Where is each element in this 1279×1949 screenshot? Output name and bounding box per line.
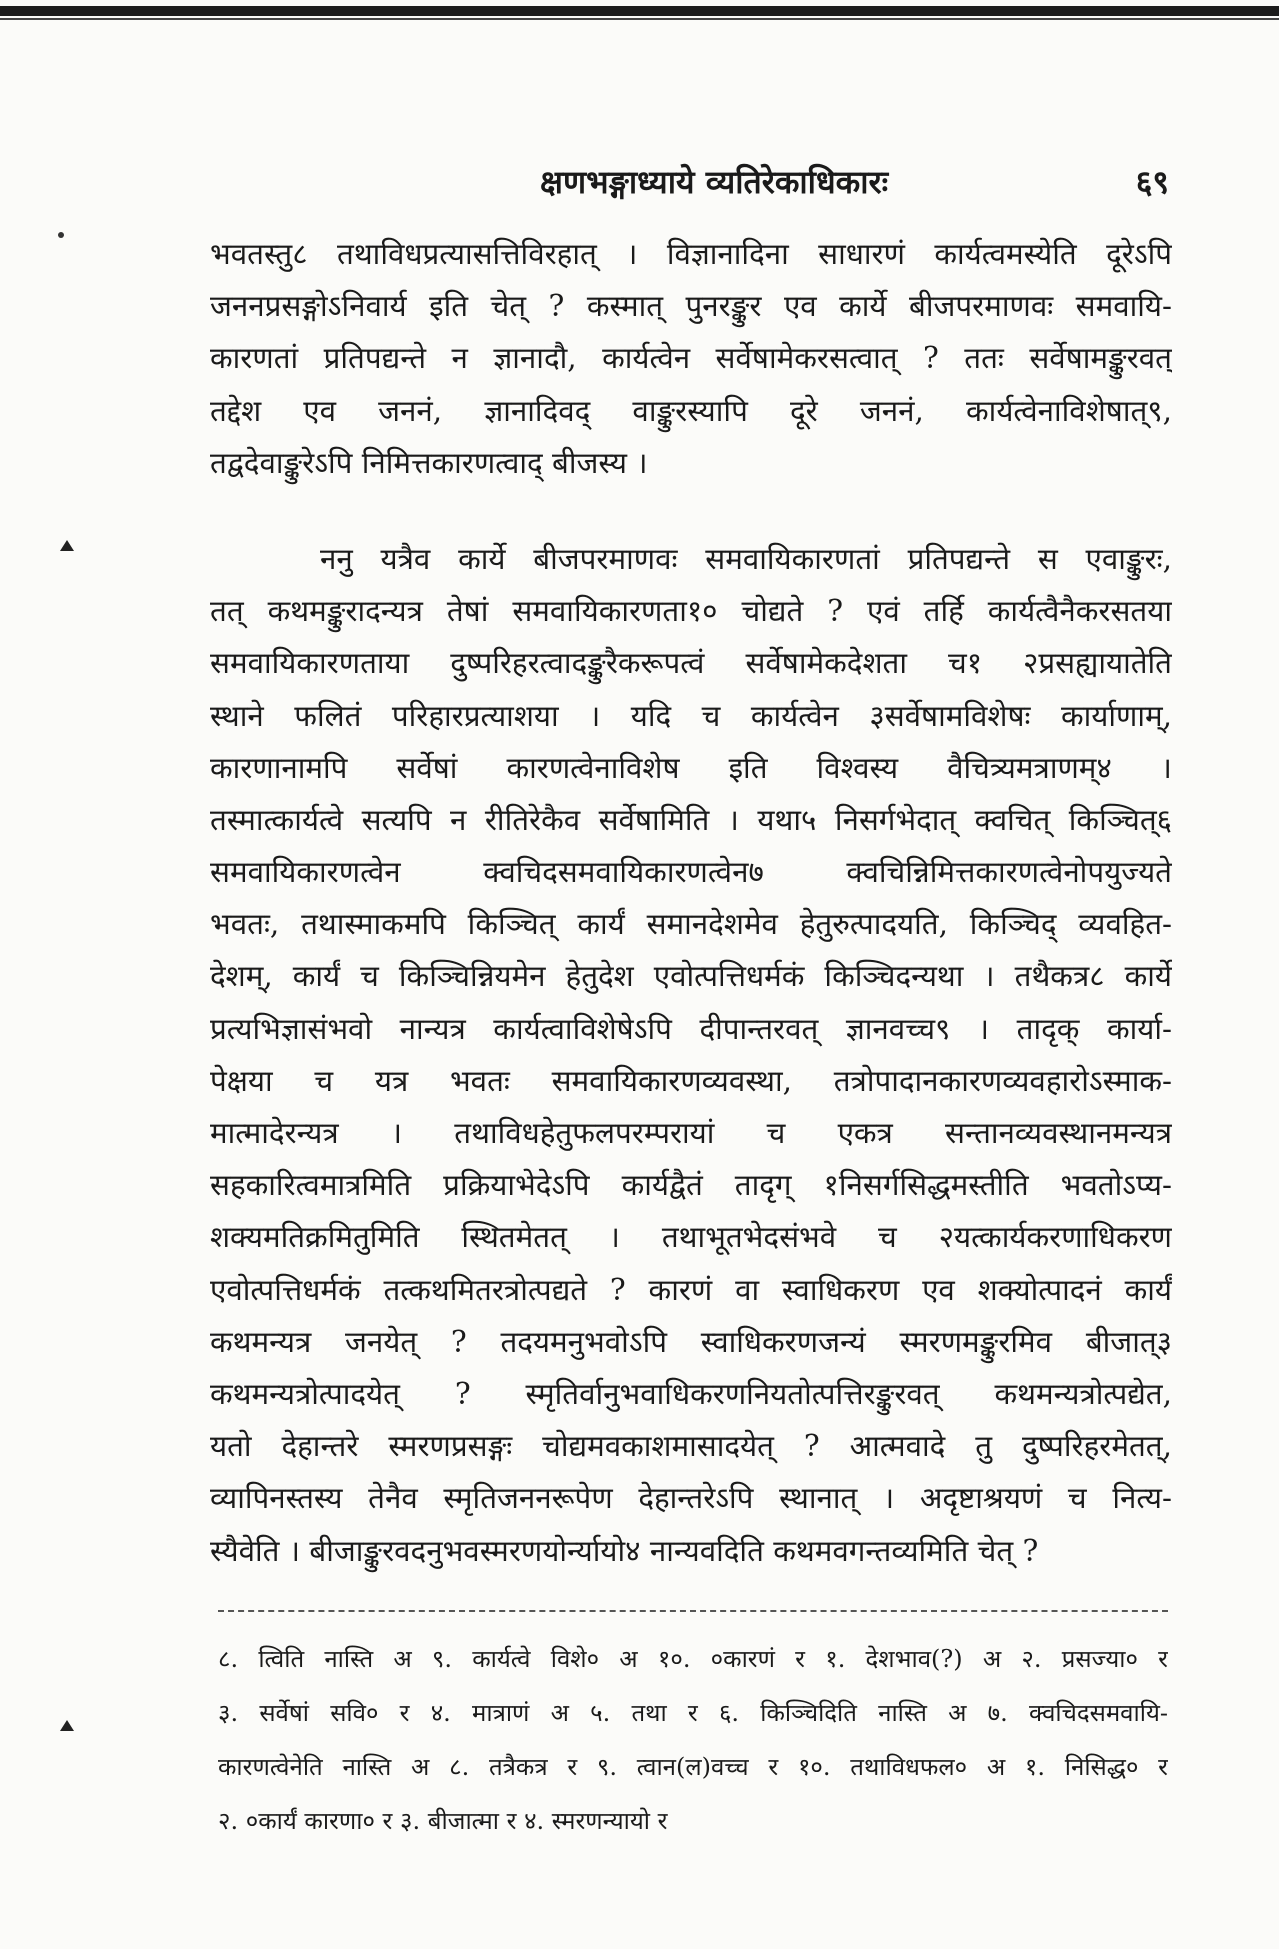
text-line: तद्वदेवाङ्कुरेऽपि निमित्तकारणत्वाद् बीजस्य ।	[210, 445, 648, 480]
footnote-separator	[218, 1610, 1168, 1612]
paragraph-2	[210, 533, 1172, 1577]
footnote-line: ८. त्विति नास्ति अ ९. कार्यत्वे विशे० अ १०. ०कारणं र १. देशभाव(?) अ २. प्रसज्या० र	[218, 1645, 1168, 1673]
text-line: सहकारित्वमात्रमिति प्रक्रियाभेदेऽपि कार्यद्वैतं तादृग् १निसर्गसिद्धमस्तीति भवतोऽप्य-	[210, 1168, 1172, 1203]
paragraph-1	[210, 228, 1172, 489]
body-text	[210, 228, 1172, 1577]
page-header	[210, 160, 1169, 210]
margin-mark	[60, 540, 74, 551]
text-line: तद्देश एव जननं, ज्ञानादिवद् वाङ्कुरस्यापि दूरे जननं, कार्यत्वेनाविशेषात्९,	[210, 393, 1172, 428]
text-line: कारणानामपि सर्वेषां कारणत्वेनाविशेष इति विश्वस्य वैचित्र्यमत्राणम्४ ।	[210, 750, 1172, 785]
text-line: ननु यत्रैव कार्ये बीजपरमाणवः समवायिकारणतां प्रतिपद्यन्ते स एवाङ्कुरः,	[320, 541, 1172, 576]
text-line: मात्मादेरन्यत्र । तथाविधहेतुफलपरम्परायां च एकत्र सन्तानव्यवस्थानमन्यत्र	[210, 1116, 1172, 1150]
footnote-line: ३. सर्वेषां सवि० र ४. मात्राणं अ ५. तथा र ६. किञ्चिदिति नास्ति अ ७. क्वचिदसमवायि-	[218, 1699, 1168, 1727]
text-line: शक्यमतिक्रमितुमिति स्थितमेतत् । तथाभूतभेदसंभवे च २यत्कार्यकरणाधिकरण	[210, 1220, 1172, 1255]
text-line: स्थाने फलितं परिहारप्रत्याशया । यदि च कार्यत्वेन ३सर्वेषामविशेषः कार्याणाम्,	[210, 698, 1172, 733]
text-line: भवतस्तु८ तथाविधप्रत्यासत्तिविरहात् । विज्ञानादिना साधारणं कार्यत्वमस्येति दूरेऽपि	[210, 237, 1172, 271]
footnotes	[218, 1632, 1168, 1848]
footnote-line: कारणत्वेनेति नास्ति अ ८. तत्रैकत्र र ९. त्वान(ल)वच्च र १०. तथाविधफल० अ १. निसिद्ध० र	[218, 1753, 1168, 1781]
text-line: कारणतां प्रतिपद्यन्ते न ज्ञानादौ, कार्यत्वेन सर्वेषामेकरसत्वात् ? ततः सर्वेषामङ्कुरवत्	[210, 341, 1172, 376]
text-line: यतो देहान्तरे स्मरणप्रसङ्गः चोद्यमवकाशमासादयेत् ? आत्मवादे तु दुष्परिहरमेतत्,	[210, 1429, 1172, 1464]
text-line: समवायिकारणत्वेन क्वचिदसमवायिकारणत्वेन७ क्वचिन्निमित्तकारणत्वेनोपयुज्यते	[210, 855, 1172, 890]
text-line: भवतः, तथास्माकमपि किञ्चित् कार्यं समानदेशमेव हेतुरुत्पादयति, किञ्चिद् व्यवहित-	[210, 907, 1172, 942]
footnote-line: २. ०कार्यं कारणा० र ३. बीजात्मा र ४. स्मरणन्यायो र	[218, 1807, 668, 1835]
text-line: व्यापिनस्तस्य तेनैव स्मृतिजननरूपेण देहान्तरेऽपि स्थानात् । अदृष्टाश्रयणं च नित्य-	[210, 1481, 1172, 1516]
running-head: क्षणभङ्गाध्याये व्यतिरेकाधिकारः	[540, 163, 889, 201]
text-line: जननप्रसङ्गोऽनिवार्य इति चेत् ? कस्मात् पुनरङ्कुर एव कार्ये बीजपरमाणवः समवायि-	[210, 289, 1172, 324]
text-line: स्यैवेति । बीजाङ्कुरवदनुभवस्मरणयोर्न्यायो४ नान्यवदिति कथमवगन्तव्यमिति चेत् ?	[210, 1533, 1039, 1568]
page-number: ६९	[1135, 163, 1169, 201]
top-border-rule	[0, 6, 1279, 16]
paragraph-gap	[210, 489, 1172, 533]
text-line: पेक्षया च यत्र भवतः समवायिकारणव्यवस्था, तत्रोपादानकारणव्यवहारोऽस्माक-	[210, 1063, 1172, 1098]
text-line: तस्मात्कार्यत्वे सत्यपि न रीतिरेकैव सर्वेषामिति । यथा५ निसर्गभेदात् क्वचित् किञ्चित्६	[210, 802, 1172, 837]
margin-mark	[60, 1720, 74, 1731]
text-line: देशम्, कार्यं च किञ्चिन्नियमेन हेतुदेश एवोत्पत्तिधर्मकं किञ्चिदन्यथा । तथैकत्र८ कार्ये	[210, 959, 1172, 994]
text-line: एवोत्पत्तिधर्मकं तत्कथमितरत्रोत्पद्यते ? कारणं वा स्वाधिकरण एव शक्योत्पादनं कार्यं	[210, 1272, 1172, 1307]
text-line: कथमन्यत्र जनयेत् ? तदयमनुभवोऽपि स्वाधिकरणजन्यं स्मरणमङ्कुरमिव बीजात्३	[210, 1324, 1172, 1359]
text-line: प्रत्यभिज्ञासंभवो नान्यत्र कार्यत्वाविशेषेऽपि दीपान्तरवत् ज्ञानवच्च९ । तादृक् कार्या-	[210, 1011, 1172, 1046]
text-line: समवायिकारणताया दुष्परिहरत्वादङ्कुरैकरूपत्वं सर्वेषामेकदेशता च१ २प्रसह्यायातेति	[210, 646, 1172, 681]
text-line: तत् कथमङ्कुरादन्यत्र तेषां समवायिकारणता१० चोद्यते ? एवं तर्हि कार्यत्वैनैकरसतया	[210, 594, 1172, 629]
text-line: कथमन्यत्रोत्पादयेत् ? स्मृतिर्वानुभवाधिकरणनियतोत्पत्तिरङ्कुरवत् कथमन्यत्रोत्पद्येत,	[210, 1376, 1172, 1411]
top-border-rule-thin	[0, 18, 1279, 20]
margin-dot	[58, 232, 64, 238]
